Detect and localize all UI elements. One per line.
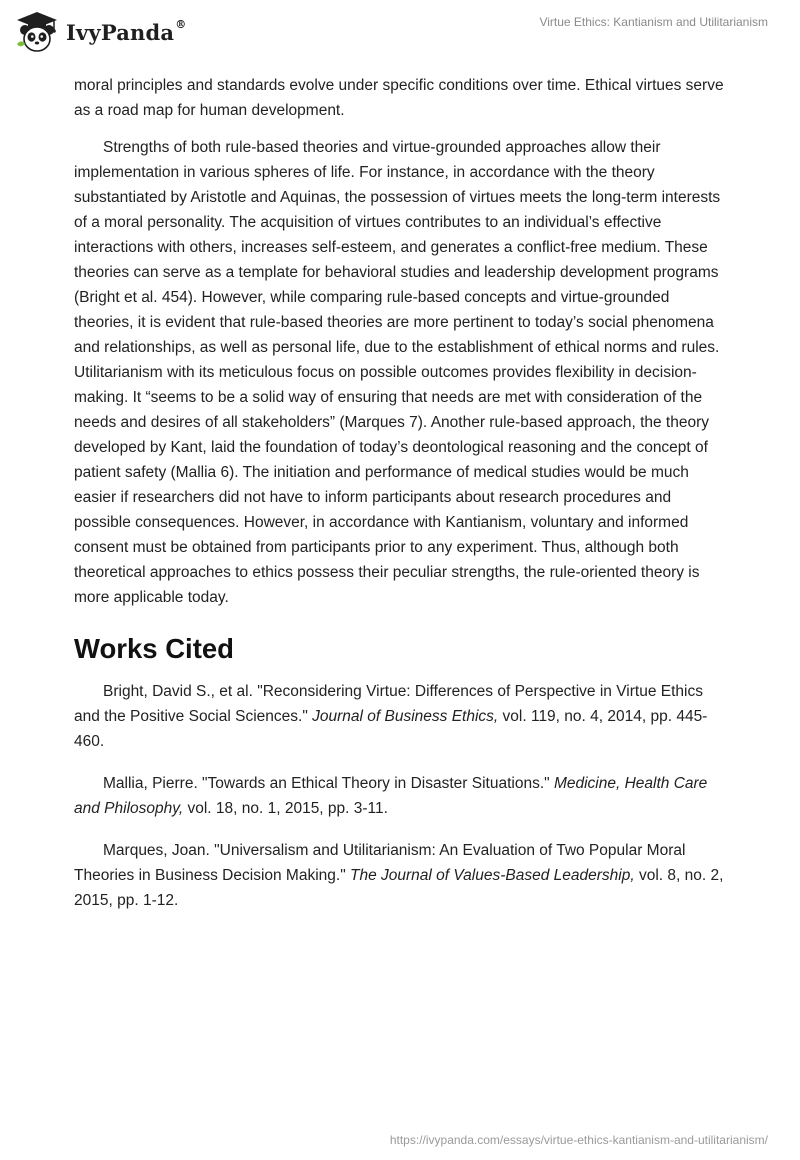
document-body — [74, 73, 726, 930]
body-paragraph: moral principles and standards evolve under specific conditions over time. Ethical virtues serve as a road map for human development. — [74, 77, 724, 119]
source-url[interactable]: https://ivypanda.com/essays/virtue-ethics-kantianism-and-utilitarianism/ — [389, 1133, 768, 1147]
brand-name: IvyPanda® — [66, 17, 187, 45]
document-title: Virtue Ethics: Kantianism and Utilitarianism — [539, 15, 768, 29]
body-paragraph: Strengths of both rule-based theories and virtue-grounded approaches allow their implementation in various spheres of life. For instance, in accordance with the theory substantiated by Aristotle and Aquinas, the possession of virtues meets the long-term interests of a moral personality. The acquisition of virtues contributes to an individual’s effective interactions with others, increases self-esteem, and generates a conflict-free medium. These theories can serve as a template for behavioral studies and leadership development programs (Bright et al. 454). However, while comparing rule-based concepts and virtue-grounded theories, it is evident that rule-based theories are more pertinent to today’s social phenomena and relationships, as well as personal life, due to the establishment of ethical norms and rules. Utilitarianism with its meticulous focus on possible outcomes provides flexibility in decision-making. It “seems to be a solid way of ensuring that needs are met with consideration of the needs and desires of all stakeholders” (Marques 7). Another rule-based approach, the theory developed by Kant, laid the foundation of today’s deontological reasoning and the concept of patient safety (Mallia 6). The initiation and performance of medical studies would be much easier if researchers did not have to inform participants about research procedures and possible consequences. However, in accordance with Kantianism, voluntary and informed consent must be obtained from participants prior to any experiment. Thus, although both theoretical approaches to ethics possess their peculiar strengths, the rule-oriented theory is more applicable today. — [74, 139, 721, 606]
page-header — [0, 0, 800, 60]
citation-entry: Marques, Joan. "Universalism and Utilitarianism: An Evaluation of Two Popular Moral Theories in Business Decision Making." The Journal of Values-Based Leadership, vol. 8, no. 2, 2015, pp. 1-12. — [74, 842, 724, 909]
works-cited-heading: Works Cited — [74, 633, 234, 664]
citation-entry: Bright, David S., et al. "Reconsidering Virtue: Differences of Perspective in Virtue Ethics and the Positive Social Sciences." Journal of Business Ethics, vol. 119, no. 4, 2014, pp. 445-460. — [74, 683, 708, 750]
citation-entry: Mallia, Pierre. "Towards an Ethical Theory in Disaster Situations." Medicine, Health Care and Philosophy, vol. 18, no. 1, 2015, pp. 3-11. — [74, 775, 708, 817]
panda-mascot-icon — [14, 10, 60, 54]
brand-logo[interactable] — [14, 10, 186, 54]
